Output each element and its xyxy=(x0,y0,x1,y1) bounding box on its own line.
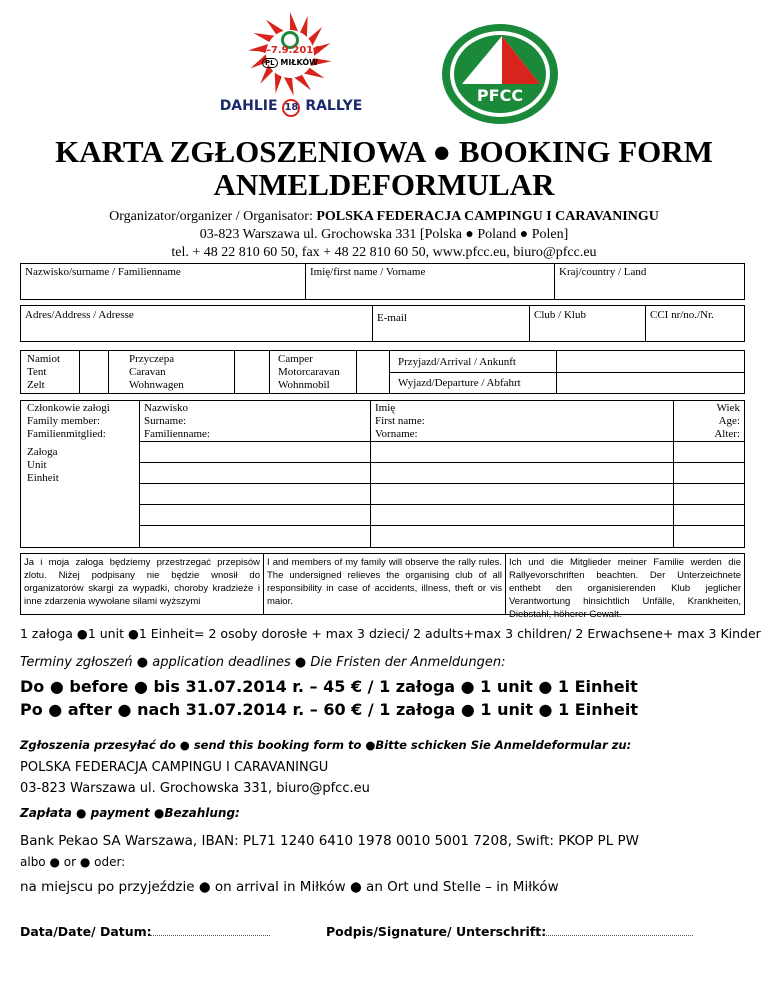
send-name: POLSKA FEDERACJA CAMPINGU I CARAVANINGU xyxy=(20,760,329,775)
pfcc-label: PFCC xyxy=(476,86,524,105)
email-field[interactable]: E-mail xyxy=(372,305,530,342)
camper-checkbox[interactable] xyxy=(356,350,390,394)
rally-name: DAHLIE 18 RALLYE xyxy=(210,98,372,117)
member-age-input[interactable] xyxy=(673,483,745,505)
send-title: Zgłoszenia przesyłać do ● send this booking form to ●Bitte schicken Sie Anmeldeformular zu: xyxy=(20,738,632,752)
unit-info: 1 załoga ●1 unit ●1 Einheit= 2 osoby dorosłe + max 3 dzieci/ 2 adults+max 3 children/ 2 Erwachsene+ max 3 Kinder xyxy=(20,626,761,641)
rally-logo xyxy=(208,10,372,118)
organizer-line: Organizator/organizer / Organisator: POLSKA FEDERACJA CAMPINGU I CARAVANINGU xyxy=(109,209,659,224)
member-firstname-input[interactable] xyxy=(370,441,674,463)
cci-field[interactable]: CCI nr/no./Nr. xyxy=(645,305,745,342)
organizer-name: POLSKA FEDERACJA CAMPINGU I CARAVANINGU xyxy=(316,209,659,224)
signature-input[interactable] xyxy=(533,935,693,936)
departure-input[interactable] xyxy=(556,372,745,394)
club-field[interactable]: Club / Klub xyxy=(529,305,646,342)
member-firstname-input[interactable] xyxy=(370,462,674,484)
date-input[interactable] xyxy=(150,935,270,936)
organizer-address: 03-823 Warszawa ul. Grochowska 331 [Polska ● Poland ● Polen] xyxy=(199,227,569,242)
date-label: Data/Date/ Datum: xyxy=(20,924,152,939)
member-firstname-input[interactable] xyxy=(370,483,674,505)
tent-checkbox[interactable] xyxy=(79,350,109,394)
tent-label: Namiot Tent Zelt xyxy=(20,350,80,394)
member-age-input[interactable] xyxy=(673,441,745,463)
signature-label: Podpis/Signature/ Unterschrift: xyxy=(326,924,547,939)
arrival-input[interactable] xyxy=(556,350,745,373)
first-col-header: Imię First name: Vorname: xyxy=(370,400,674,442)
member-surname-input[interactable] xyxy=(139,441,371,463)
member-surname-input[interactable] xyxy=(139,462,371,484)
member-firstname-input[interactable] xyxy=(370,525,674,548)
declaration-en: I and members of my family will observe the rally rules. The undersigned relieves the organising club of all responsibility in case of accidents, illness, theft or vis maior. xyxy=(263,553,506,615)
caravan-checkbox[interactable] xyxy=(234,350,270,394)
form-title: KARTA ZGŁOSZENIOWA ● BOOKING FORM xyxy=(55,134,713,169)
or-text: albo ● or ● oder: xyxy=(20,855,126,869)
caravan-label: Przyczepa Caravan Wohnwagen xyxy=(108,350,235,394)
arrival-label: Przyjazd/Arrival / Ankunft xyxy=(389,350,557,373)
departure-label: Wyjazd/Departure / Abfahrt xyxy=(389,372,557,394)
member-age-input[interactable] xyxy=(673,525,745,548)
deadlines-title: Terminy zgłoszeń ● application deadlines ● Die Fristen der Anmeldungen: xyxy=(20,655,506,670)
organizer-contact: tel. + 48 22 810 60 50, fax + 48 22 810 60 50, www.pfcc.eu, biuro@pfcc.eu xyxy=(171,245,597,260)
member-age-input[interactable] xyxy=(673,504,745,526)
member-surname-input[interactable] xyxy=(139,525,371,548)
member-age-input[interactable] xyxy=(673,462,745,484)
address-field[interactable]: Adres/Address / Adresse xyxy=(20,305,373,342)
country-field[interactable]: Kraj/country / Land xyxy=(554,263,745,300)
camper-label: Camper Motorcaravan Wohnmobil xyxy=(269,350,357,394)
member-surname-input[interactable] xyxy=(139,504,371,526)
member-surname-input[interactable] xyxy=(139,483,371,505)
first-name-field[interactable]: Imię/first name / Vorname xyxy=(305,263,555,300)
age-col-header: Wiek Age: Alter: xyxy=(673,400,745,442)
declaration-pl: Ja i moja załoga będziemy przestrzegać przepisów zlotu. Niżej podpisany nie będzie wnosił do organizatorów skargi za wypadki, choroby kradzieże i inne zdarzenia wywołane silami wyższymi xyxy=(20,553,264,615)
deadline-after: Po ● after ● nach 31.07.2014 r. – 60 € / 1 załoga ● 1 unit ● 1 Einheit xyxy=(20,700,638,719)
form-subtitle: ANMELDEFORMULAR xyxy=(213,167,555,202)
bank-info: Bank Pekao SA Warszawa, IBAN: PL71 1240 6410 1978 0010 5001 7208, Swift: PKOP PL PW xyxy=(20,833,640,849)
surname-col-header: Nazwisko Surname: Familienname: xyxy=(139,400,371,442)
declaration-de: Ich und die Mitglieder meiner Familie werden die Rallyevorschriften beachten. Der Unterzeichnete enthebt den organisierenden Klub jeglicher Verantwortung hinsichtlich Unfälle, Krankheiten, Diebstahl, höherer Gewalt. xyxy=(505,553,745,615)
surname-field[interactable]: Nazwisko/surname / Familienname xyxy=(20,263,306,300)
deadline-before: Do ● before ● bis 31.07.2014 r. – 45 € / 1 załoga ● 1 unit ● 1 Einheit xyxy=(20,677,638,696)
rally-date: 4-7.9.2014 xyxy=(259,45,321,56)
onsite-payment: na miejscu po przyjeździe ● on arrival in Miłków ● an Ort und Stelle – in Miłków xyxy=(20,879,559,895)
pfcc-logo xyxy=(440,22,560,126)
send-address: 03-823 Warszawa ul. Grochowska 331, biuro@pfcc.eu xyxy=(20,781,370,796)
payment-title: Zapłata ● payment ●Bezahlung: xyxy=(20,806,240,820)
member-firstname-input[interactable] xyxy=(370,504,674,526)
pfcc-emblem-icon xyxy=(440,22,560,126)
members-label: Członkowie załogi Family member: Familienmitglied: Załoga Unit Einheit xyxy=(20,400,140,548)
rally-place: PL MIŁKÓW xyxy=(258,58,322,67)
